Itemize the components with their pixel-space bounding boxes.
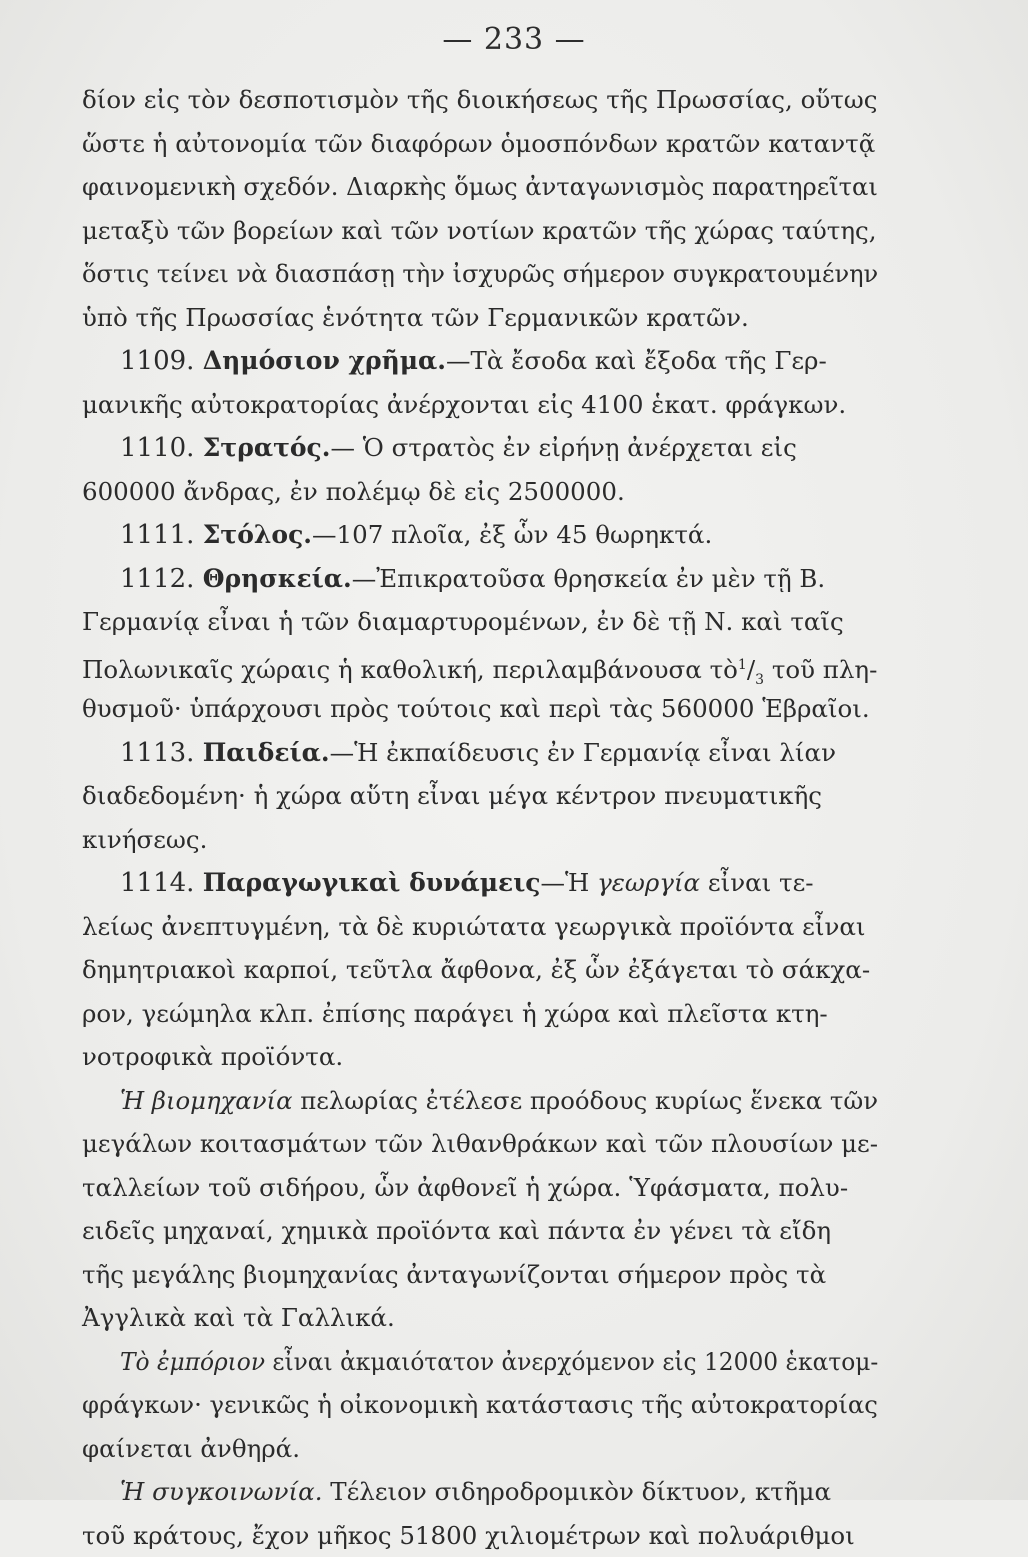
text-line: μανικῆς αὐτοκρατορίας ἀνέρχονται εἰς 4100 ἑκατ. φράγκων. xyxy=(82,383,878,427)
section-1111: 1111. Στόλος.—107 πλοῖα, ἐξ ὧν 45 θωρηκτά. xyxy=(82,513,878,557)
text-line: δίον εἰς τὸν δεσποτισμὸν τῆς διοικήσεως τῆς Πρωσσίας, οὕτως xyxy=(82,78,878,122)
text-line: λείως ἀνεπτυγμένη, τὰ δὲ κυριώτατα γεωργικὰ προϊόντα εἶναι xyxy=(82,905,878,949)
text-line: θυσμοῦ· ὑπάρχουσι πρὸς τούτοις καὶ περὶ τὰς 560000 Ἑβραῖοι. xyxy=(82,687,878,731)
section-1110: 1110. Στρατός.— Ὁ στρατὸς ἐν εἰρήνῃ ἀνέρχεται εἰς xyxy=(82,426,878,470)
text-line: ρον, γεώμηλα κλπ. ἐπίσης παράγει ἡ χώρα καὶ πλεῖστα κτη- xyxy=(82,992,878,1036)
section-heading: Δημόσιον χρῆμα. xyxy=(203,346,446,375)
text-line: φαίνεται ἀνθηρά. xyxy=(82,1427,878,1471)
text-line: μεγάλων κοιτασμάτων τῶν λιθανθράκων καὶ τῶν πλουσίων με- xyxy=(82,1122,878,1166)
section-1112: 1112. Θρησκεία.—Ἐπικρατοῦσα θρησκεία ἐν μὲν τῇ Β. xyxy=(82,557,878,601)
text-line: φαινομενικὴ σχεδόν. Διαρκὴς ὅμως ἀνταγωνισμὸς παρατηρεῖται xyxy=(82,165,878,209)
paragraph-commerce: Τὸ ἐμπόριον εἶναι ἀκμαιότατον ἀνερχόμενον εἰς 12000 ἑκατομ- xyxy=(82,1340,878,1384)
text-line: τοῦ κράτους, ἔχον μῆκος 51800 χιλιομέτρων καὶ πολυάριθμοι xyxy=(82,1514,878,1557)
page-number: — 233 — xyxy=(0,22,1028,57)
paragraph-communication: Ἡ συγκοινωνία. Τέλειον σιδηροδρομικὸν δίκτυον, κτῆμα xyxy=(82,1470,878,1514)
body-text xyxy=(82,78,878,1557)
text-line: Πολωνικαῖς χώραις ἡ καθολική, περιλαμβάνουσα $\tau ὸ^1/_3$ τοῦ πλη- xyxy=(82,644,878,688)
text-line: νοτροφικὰ προϊόντα. xyxy=(82,1035,878,1079)
text-line: ὅστις τείνει νὰ διασπάσῃ τὴν ἰσχυρῶς σήμερον συγκρατουμένην xyxy=(82,252,878,296)
section-1109: 1109. Δημόσιον χρῆμα.—Τὰ ἔσοδα καὶ ἔξοδα τῆς Γερ- xyxy=(82,339,878,383)
section-heading: Θρησκεία. xyxy=(203,564,352,593)
section-heading: Στόλος. xyxy=(203,520,312,549)
text-line: 600000 ἄνδρας, ἐν πολέμῳ δὲ εἰς 2500000. xyxy=(82,470,878,514)
text-line: διαδεδομένη· ἡ χώρα αὕτη εἶναι μέγα κέντρον πνευματικῆς xyxy=(82,774,878,818)
section-1114: 1114. Παραγωγικαὶ δυνάμεις—Ἡ γεωργία εἶναι τε- xyxy=(82,861,878,905)
text-line: κινήσεως. xyxy=(82,818,878,862)
section-heading: Στρατός. xyxy=(203,433,331,462)
paragraph-industry: Ἡ βιομηχανία πελωρίας ἐτέλεσε προόδους κυρίως ἕνεκα τῶν xyxy=(82,1079,878,1123)
text-line: δημητριακοὶ καρποί, τεῦτλα ἄφθονα, ἐξ ὧν ἐξάγεται τὸ σάκχα- xyxy=(82,948,878,992)
text-line: Ἀγγλικὰ καὶ τὰ Γαλλικά. xyxy=(82,1296,878,1340)
text-line: Γερμανίᾳ εἶναι ἡ τῶν διαμαρτυρομένων, ἐν δὲ τῇ Ν. καὶ ταῖς xyxy=(82,600,878,644)
text-line: ταλλείων τοῦ σιδήρου, ὧν ἀφθονεῖ ἡ χώρα. Ὑφάσματα, πολυ- xyxy=(82,1166,878,1210)
section-heading: Παραγωγικαὶ δυνάμεις xyxy=(203,868,541,897)
text-line: ὑπὸ τῆς Πρωσσίας ἑνότητα τῶν Γερμανικῶν κρατῶν. xyxy=(82,296,878,340)
text-line: ὥστε ἡ αὐτονομία τῶν διαφόρων ὁμοσπόνδων κρατῶν καταντᾷ xyxy=(82,122,878,166)
text-line: ειδεῖς μηχαναί, χημικὰ προϊόντα καὶ πάντα ἐν γένει τὰ εἴδη xyxy=(82,1209,878,1253)
text-line: φράγκων· γενικῶς ἡ οἰκονομικὴ κατάστασις τῆς αὐτοκρατορίας xyxy=(82,1383,878,1427)
section-heading: Παιδεία. xyxy=(203,738,330,767)
section-1113: 1113. Παιδεία.—Ἡ ἐκπαίδευσις ἐν Γερμανίᾳ εἶναι λίαν xyxy=(82,731,878,775)
text-line: μεταξὺ τῶν βορείων καὶ τῶν νοτίων κρατῶν τῆς χώρας ταύτης, xyxy=(82,209,878,253)
text-line: τῆς μεγάλης βιομηχανίας ἀνταγωνίζονται σήμερον πρὸς τὰ xyxy=(82,1253,878,1297)
